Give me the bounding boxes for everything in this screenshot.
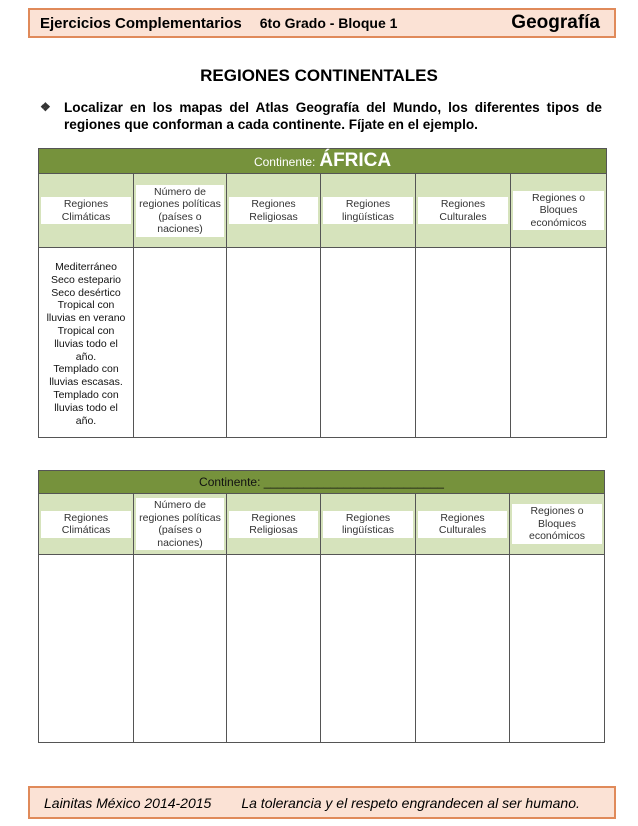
diamond-bullet-icon: ❖ — [40, 100, 51, 114]
cell-cultural[interactable] — [416, 248, 511, 438]
footer-credit: Lainitas México 2014-2015 — [44, 794, 212, 811]
example-climatic-regions: Mediterráneo Seco estepario Seco desértico Tropical con lluvias en verano Tropical con lluvias todo el año. Templado con lluvias escasas. Templado con lluvias todo el año. — [46, 261, 126, 427]
cell-political[interactable] — [134, 555, 227, 743]
grade-label: 6to Grado - Bloque 1 — [259, 15, 398, 31]
cell-economic[interactable] — [510, 555, 605, 743]
cell-religious[interactable] — [227, 555, 321, 743]
continent-label: Continente: — [253, 155, 316, 169]
page-header — [28, 8, 616, 38]
continent-bar — [39, 149, 607, 174]
page-title: REGIONES CONTINENTALES — [200, 66, 438, 85]
cell-religious[interactable] — [227, 248, 321, 438]
cell-cultural[interactable] — [416, 555, 510, 743]
instruction — [40, 99, 602, 133]
footer-motto: La tolerancia y el respeto engrandecen al ser humano. — [241, 794, 580, 811]
continent-bar — [39, 471, 605, 494]
column-header-religious: Regiones Religiosas — [227, 174, 321, 248]
column-header-climatic: Regiones Climáticas — [39, 174, 134, 248]
cell-economic[interactable] — [511, 248, 607, 438]
column-header-climatic: Regiones Climáticas — [39, 494, 134, 555]
column-header-cultural: Regiones Culturales — [416, 494, 510, 555]
column-header-economic: Regiones o Bloques económicos — [510, 494, 605, 555]
cell-linguistic[interactable] — [321, 248, 416, 438]
cell-climatic-example — [39, 248, 134, 438]
cell-political[interactable] — [134, 248, 227, 438]
africa-table — [38, 148, 607, 438]
column-header-cultural: Regiones Culturales — [416, 174, 511, 248]
cell-climatic[interactable] — [39, 555, 134, 743]
column-header-political: Número de regiones políticas (países o naciones) — [134, 494, 227, 555]
cell-linguistic[interactable] — [321, 555, 416, 743]
blank-continent-table — [38, 470, 605, 743]
continent-label: Continente: ___________________________ — [199, 475, 444, 489]
course-title: Ejercicios Complementarios — [40, 14, 242, 32]
column-header-linguistic: Regiones lingüísticas — [321, 494, 416, 555]
column-header-political: Número de regiones políticas (países o naciones) — [134, 174, 227, 248]
column-header-religious: Regiones Religiosas — [227, 494, 321, 555]
page-footer — [28, 786, 616, 819]
subject-title: Geografía — [511, 12, 600, 33]
instruction-text: Localizar en los mapas del Atlas Geografía del Mundo, los diferentes tipos de regiones que conforman a cada continente. Fíjate en el ejemplo. — [64, 100, 602, 132]
continent-name: ÁFRICA — [319, 150, 392, 171]
column-header-economic: Regiones o Bloques económicos — [511, 174, 607, 248]
column-header-linguistic: Regiones lingüísticas — [321, 174, 416, 248]
